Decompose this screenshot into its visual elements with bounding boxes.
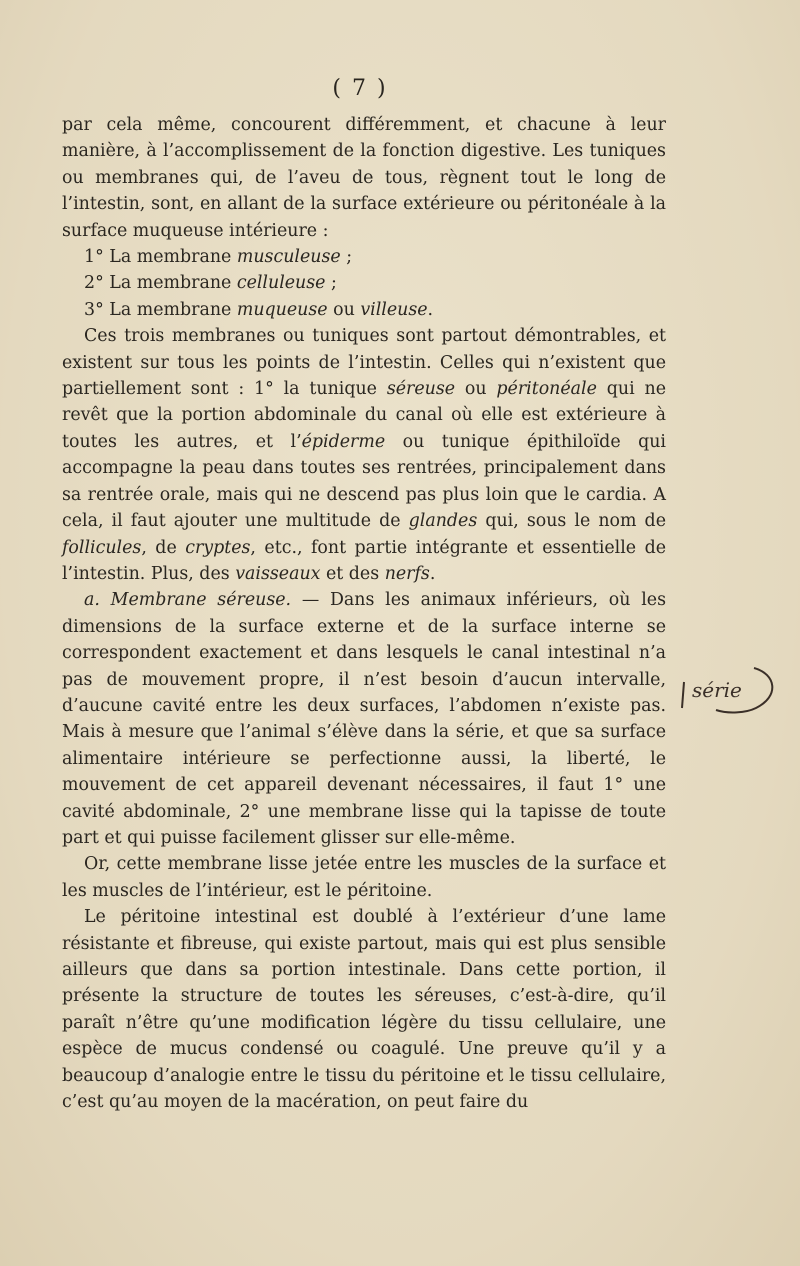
p2-term-follicules: follicules (62, 537, 142, 558)
list-item-3-prefix: 3° La membrane (84, 299, 237, 320)
list-item-2 (62, 270, 666, 296)
p2-text-i: . (429, 563, 436, 584)
p2-term-peritoneale: péritonéale (496, 379, 597, 400)
p2-term-nerfs: nerfs (384, 563, 430, 584)
paragraph-3 (62, 587, 666, 851)
p2-text-e: qui, sous le nom de (477, 511, 666, 532)
handwritten-margin-note (676, 660, 786, 720)
p2-text-a: Ces trois membranes ou tuniques sont partout démontrables, et existent sur tous les points de l’intestin. Celles qui n’existent que partiellement sont : 1° la tunique (62, 326, 666, 400)
list-item-3 (62, 297, 666, 323)
page-number: ( 7 ) (332, 76, 388, 101)
paragraph-4: Or, cette membrane lisse jetée entre les muscles de la surface et les muscles de l’intérieur, est le péritoine. (62, 854, 666, 901)
list-item-3-term-1: muqueuse (236, 299, 328, 320)
p2-term-cryptes: cryptes (185, 537, 251, 558)
paragraph-2 (62, 323, 666, 587)
p2-term-vaisseaux: vaisseaux (235, 563, 321, 584)
list-item-1-suffix: ; (340, 247, 353, 268)
p2-term-sereuse: séreuse (386, 379, 456, 400)
list-item-3-term-2: villeuse (360, 299, 428, 320)
p2-term-glandes: glandes (408, 511, 478, 532)
list-item-1-term: musculeuse (236, 247, 341, 268)
list-item-2-suffix: ; (325, 273, 337, 294)
p2-text-c: qui ne revêt que la portion abdominale du canal où elle est extérieure à toutes les autres, et l’ (62, 379, 666, 452)
p2-text-b: ou (455, 379, 497, 400)
p2-text-h: et des (320, 563, 385, 584)
body-text (62, 112, 666, 1115)
list-item-3-mid: ou (327, 299, 361, 320)
list-item-2-term: celluleuse (236, 273, 326, 294)
section-heading-membrane-sereuse: a. Membrane séreuse. (84, 590, 292, 611)
list-item-1 (62, 244, 666, 270)
list-item-3-suffix: . (427, 299, 434, 320)
p2-text-d: ou tunique épithiloïde qui accompagne la peau dans toutes ses rentrées, principalement dans sa rentrée orale, mais qui ne descend pas plus loin que le cardia. A cela, il faut ajouter une multitude de (62, 431, 666, 532)
list-item-2-prefix: 2° La membrane (84, 273, 237, 294)
p2-text-f: , de (141, 537, 186, 558)
p3-text: — Dans les animaux inférieurs, où les dimensions de la surface externe et de la surface interne se correspondent exactement et dans lesquels le canal intestinal n’a pas de mouvement propre, il n’est besoin d’aucun intervalle, d’aucune cavité entre les deux surfaces, l’abdomen n’existe pas. Mais à mesure que l’animal s’élève dans la série, et que sa surface alimentaire intérieure se perfectionne aussi, la liberté, le mouvement de cet appareil devenant nécessaires, il faut 1° une cavité abdominale, 2° une membrane lisse qui la tapisse de toute part et qui puisse facilement glisser sur elle-même. (62, 590, 666, 848)
paragraph-1: par cela même, concourent différemment, et chacune à leur manière, à l’accomplissement de la fonction digestive. Les tuniques ou membranes qui, de l’aveu de tous, règnent tout le long de l’intestin, sont, en allant de la surface extérieure ou péritonéale à la surface muqueuse intérieure : (62, 115, 666, 241)
p2-text-g: , etc., font partie intégrante et essentielle de l’intestin. Plus, des (62, 537, 666, 584)
list-item-1-prefix: 1° La membrane (84, 247, 237, 268)
p2-term-epiderme: épiderme (301, 431, 386, 452)
margin-note-text: série (692, 678, 742, 702)
paragraph-5: Le péritoine intestinal est doublé à l’extérieur d’une lame résistante et fibreuse, qui existe partout, mais qui est plus sensible ailleurs que dans sa portion intestinale. Dans cette portion, il présente la structure de toutes les séreuses, c’est-à-dire, qu’il paraît n’être qu’une modification légère du tissu cellulaire, une espèce de mucus condensé ou coagulé. Une preuve qu’il y a beaucoup d’analogie entre le tissu du péritoine et le tissu cellulaire, c’est qu’au moyen de la macération, on peut faire du (62, 907, 666, 1113)
